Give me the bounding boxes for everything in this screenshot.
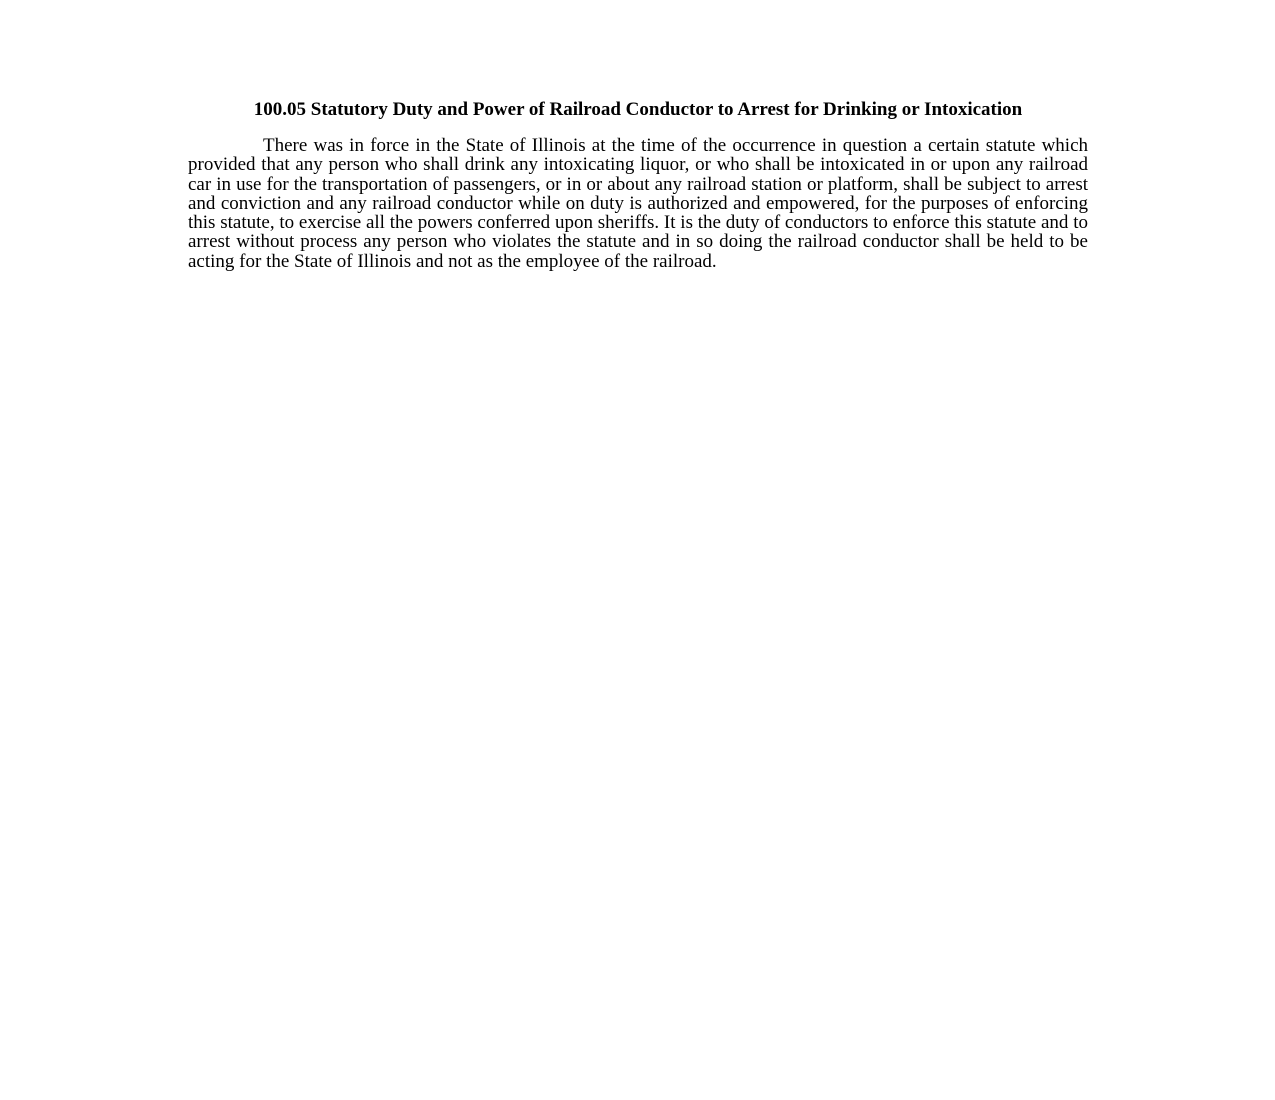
section-title: 100.05 Statutory Duty and Power of Railroad Conductor to Arrest for Drinking or Intoxication xyxy=(253,99,1023,120)
document-page xyxy=(188,100,1088,271)
instruction-paragraph: There was in force in the State of Illinois at the time of the occurrence in question a certain statute which provided that any person who shall drink any intoxicating liquor, or who shall be intoxicated in or upon any railroad car in use for the transportation of passengers, or in or about any railroad station or platform, shall be subject to arrest and conviction and any railroad conductor while on duty is authorized and empowered, for the purposes of enforcing this statute, to exercise all the powers conferred upon sheriffs. It is the duty of conductors to enforce this statute and to arrest without process any person who violates the statute and in so doing the railroad conductor shall be held to be acting for the State of Illinois and not as the employee of the railroad. xyxy=(188,135,1088,272)
